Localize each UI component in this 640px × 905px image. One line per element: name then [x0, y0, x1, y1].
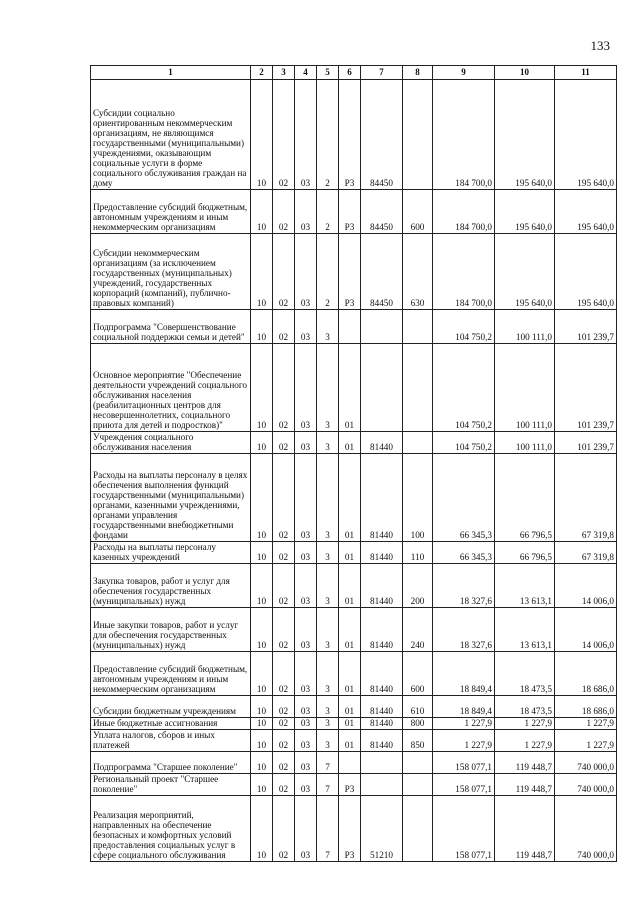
row-name: Уплата налогов, сборов и иных платежей	[91, 730, 251, 752]
value-year-1: 184 700,0	[433, 234, 495, 310]
code-section: 10	[251, 730, 273, 752]
value-year-2: 100 111,0	[495, 344, 555, 432]
code-program: 03	[295, 454, 317, 542]
code-expense-type: 800	[403, 718, 433, 730]
code-expense-type	[403, 432, 433, 454]
code-subsection: 02	[273, 752, 295, 774]
code-event: 01	[339, 718, 361, 730]
code-subprogram: 3	[317, 542, 339, 564]
code-event: Р3	[339, 190, 361, 234]
code-program: 03	[295, 652, 317, 696]
table-row	[91, 432, 617, 454]
code-direction: 81440	[361, 696, 403, 718]
code-subprogram: 7	[317, 796, 339, 862]
code-direction: 81440	[361, 564, 403, 608]
code-event: 01	[339, 730, 361, 752]
code-direction: 81440	[361, 730, 403, 752]
value-year-2: 119 448,7	[495, 752, 555, 774]
code-direction: 81440	[361, 542, 403, 564]
value-year-1: 1 227,9	[433, 718, 495, 730]
header-col-11: 11	[555, 66, 617, 80]
value-year-2: 119 448,7	[495, 774, 555, 796]
code-expense-type	[403, 310, 433, 344]
row-name: Предоставление субсидий бюджетным, автономным учреждениям и иным некоммерческим организациям	[91, 652, 251, 696]
code-section: 10	[251, 80, 273, 190]
code-expense-type: 200	[403, 564, 433, 608]
table-row	[91, 234, 617, 310]
code-subsection: 02	[273, 652, 295, 696]
code-program: 03	[295, 234, 317, 310]
budget-table	[90, 65, 617, 862]
value-year-3: 18 686,0	[555, 696, 617, 718]
code-event: 01	[339, 542, 361, 564]
code-subsection: 02	[273, 344, 295, 432]
row-name: Иные бюджетные ассигнования	[91, 718, 251, 730]
code-expense-type	[403, 80, 433, 190]
code-program: 03	[295, 796, 317, 862]
code-subprogram: 3	[317, 730, 339, 752]
value-year-3: 195 640,0	[555, 80, 617, 190]
value-year-3: 1 227,9	[555, 730, 617, 752]
code-section: 10	[251, 542, 273, 564]
value-year-1: 158 077,1	[433, 752, 495, 774]
code-expense-type	[403, 774, 433, 796]
code-subprogram: 2	[317, 190, 339, 234]
value-year-3: 740 000,0	[555, 752, 617, 774]
code-expense-type	[403, 344, 433, 432]
table-row	[91, 542, 617, 564]
header-col-9: 9	[433, 66, 495, 80]
value-year-3: 14 006,0	[555, 564, 617, 608]
code-expense-type: 610	[403, 696, 433, 718]
value-year-1: 158 077,1	[433, 774, 495, 796]
code-section: 10	[251, 310, 273, 344]
code-expense-type: 850	[403, 730, 433, 752]
code-subprogram: 7	[317, 774, 339, 796]
header-row	[91, 66, 617, 80]
code-subsection: 02	[273, 774, 295, 796]
header-col-3: 3	[273, 66, 295, 80]
code-section: 10	[251, 432, 273, 454]
code-section: 10	[251, 752, 273, 774]
value-year-2: 18 473,5	[495, 652, 555, 696]
value-year-1: 158 077,1	[433, 796, 495, 862]
value-year-3: 67 319,8	[555, 454, 617, 542]
code-direction: 81440	[361, 718, 403, 730]
code-expense-type: 240	[403, 608, 433, 652]
value-year-3: 740 000,0	[555, 774, 617, 796]
code-subsection: 02	[273, 718, 295, 730]
code-event: Р3	[339, 796, 361, 862]
value-year-1: 18 849,4	[433, 652, 495, 696]
code-program: 03	[295, 774, 317, 796]
row-name: Расходы на выплаты персоналу в целях обеспечения выполнения функций государственными (муниципальными) органами, казенными учреждениями, органами управления государственными внебюджетными фондами	[91, 454, 251, 542]
row-name: Подпрограмма "Старшее поколение"	[91, 752, 251, 774]
code-subprogram: 3	[317, 432, 339, 454]
code-subprogram: 3	[317, 310, 339, 344]
code-subsection: 02	[273, 80, 295, 190]
table-row	[91, 652, 617, 696]
row-name: Реализация мероприятий, направленных на обеспечение безопасных и комфортных условий предоставления социальных услуг в сфере социального обслуживания	[91, 796, 251, 862]
row-name: Расходы на выплаты персоналу казенных учреждений	[91, 542, 251, 564]
header-col-1: 1	[91, 66, 251, 80]
code-event: Р3	[339, 80, 361, 190]
code-direction: 84450	[361, 190, 403, 234]
value-year-3: 101 239,7	[555, 310, 617, 344]
value-year-1: 66 345,3	[433, 542, 495, 564]
code-expense-type: 600	[403, 652, 433, 696]
value-year-2: 100 111,0	[495, 432, 555, 454]
value-year-3: 14 006,0	[555, 608, 617, 652]
value-year-1: 104 750,2	[433, 310, 495, 344]
code-program: 03	[295, 730, 317, 752]
code-subprogram: 3	[317, 696, 339, 718]
code-program: 03	[295, 564, 317, 608]
row-name: Иные закупки товаров, работ и услуг для обеспечения государственных (муниципальных) нужд	[91, 608, 251, 652]
code-subprogram: 3	[317, 344, 339, 432]
table-row	[91, 796, 617, 862]
code-section: 10	[251, 454, 273, 542]
code-event: 01	[339, 454, 361, 542]
value-year-2: 195 640,0	[495, 234, 555, 310]
code-subsection: 02	[273, 432, 295, 454]
code-event: 01	[339, 696, 361, 718]
table-body	[91, 80, 617, 862]
table-row	[91, 774, 617, 796]
row-name: Основное мероприятие "Обеспечение деятельности учреждений социального обслуживания населения (реабилитационных центров для несовершеннолетних, социального приюта для детей и подростков)"	[91, 344, 251, 432]
code-event: Р3	[339, 774, 361, 796]
code-direction: 84450	[361, 80, 403, 190]
code-event: 01	[339, 432, 361, 454]
code-event	[339, 752, 361, 774]
row-name: Субсидии некоммерческим организациям (за исключением государственных (муниципальных) учреждений, государственных корпораций (компаний), публично-правовых компаний)	[91, 234, 251, 310]
table-row	[91, 730, 617, 752]
code-program: 03	[295, 696, 317, 718]
value-year-2: 66 796,5	[495, 542, 555, 564]
code-program: 03	[295, 608, 317, 652]
table-row	[91, 718, 617, 730]
code-event	[339, 310, 361, 344]
row-name: Субсидии социально ориентированным некоммерческим организациям, не являющимся государственными (муниципальными) учреждениями, оказывающим социальные услуги в форме социального обслуживания граждан на дому	[91, 80, 251, 190]
code-expense-type: 600	[403, 190, 433, 234]
code-event: Р3	[339, 234, 361, 310]
code-direction	[361, 310, 403, 344]
code-subsection: 02	[273, 564, 295, 608]
code-subsection: 02	[273, 608, 295, 652]
code-section: 10	[251, 718, 273, 730]
code-subprogram: 3	[317, 564, 339, 608]
code-program: 03	[295, 190, 317, 234]
value-year-3: 1 227,9	[555, 718, 617, 730]
code-program: 03	[295, 80, 317, 190]
row-name: Региональный проект "Старшее поколение"	[91, 774, 251, 796]
value-year-1: 66 345,3	[433, 454, 495, 542]
table-row	[91, 310, 617, 344]
value-year-1: 18 327,6	[433, 564, 495, 608]
code-expense-type: 630	[403, 234, 433, 310]
code-direction: 81440	[361, 432, 403, 454]
code-section: 10	[251, 608, 273, 652]
row-name: Закупка товаров, работ и услуг для обеспечения государственных (муниципальных) нужд	[91, 564, 251, 608]
code-direction: 81440	[361, 608, 403, 652]
value-year-2: 13 613,1	[495, 564, 555, 608]
code-subsection: 02	[273, 310, 295, 344]
code-direction: 51210	[361, 796, 403, 862]
code-event: 01	[339, 564, 361, 608]
header-col-6: 6	[339, 66, 361, 80]
code-subsection: 02	[273, 190, 295, 234]
code-subprogram: 3	[317, 652, 339, 696]
header-col-7: 7	[361, 66, 403, 80]
code-section: 10	[251, 344, 273, 432]
code-program: 03	[295, 310, 317, 344]
row-name: Предоставление субсидий бюджетным, автономным учреждениям и иным некоммерческим организациям	[91, 190, 251, 234]
code-expense-type: 100	[403, 454, 433, 542]
table-row	[91, 190, 617, 234]
table-row	[91, 608, 617, 652]
page-number: 133	[590, 38, 610, 53]
code-subsection: 02	[273, 454, 295, 542]
table-row	[91, 344, 617, 432]
value-year-2: 1 227,9	[495, 718, 555, 730]
row-name: Учреждения социального обслуживания населения	[91, 432, 251, 454]
table-row	[91, 696, 617, 718]
value-year-3: 195 640,0	[555, 190, 617, 234]
value-year-2: 18 473,5	[495, 696, 555, 718]
code-expense-type	[403, 752, 433, 774]
code-program: 03	[295, 542, 317, 564]
value-year-3: 101 239,7	[555, 432, 617, 454]
value-year-3: 195 640,0	[555, 234, 617, 310]
code-expense-type	[403, 796, 433, 862]
value-year-1: 18 327,6	[433, 608, 495, 652]
header-col-8: 8	[403, 66, 433, 80]
value-year-3: 18 686,0	[555, 652, 617, 696]
value-year-1: 104 750,2	[433, 432, 495, 454]
code-direction	[361, 752, 403, 774]
value-year-3: 67 319,8	[555, 542, 617, 564]
header-col-2: 2	[251, 66, 273, 80]
code-subprogram: 7	[317, 752, 339, 774]
code-subprogram: 3	[317, 718, 339, 730]
code-subsection: 02	[273, 696, 295, 718]
code-subsection: 02	[273, 796, 295, 862]
code-subsection: 02	[273, 730, 295, 752]
code-subprogram: 2	[317, 234, 339, 310]
code-direction: 81440	[361, 454, 403, 542]
value-year-2: 13 613,1	[495, 608, 555, 652]
value-year-2: 66 796,5	[495, 454, 555, 542]
code-subprogram: 2	[317, 80, 339, 190]
value-year-3: 101 239,7	[555, 344, 617, 432]
code-subprogram: 3	[317, 608, 339, 652]
value-year-1: 184 700,0	[433, 190, 495, 234]
code-direction: 81440	[361, 652, 403, 696]
value-year-2: 100 111,0	[495, 310, 555, 344]
row-name: Подпрограмма "Совершенствование социальной поддержки семьи и детей"	[91, 310, 251, 344]
header-col-4: 4	[295, 66, 317, 80]
value-year-2: 1 227,9	[495, 730, 555, 752]
code-section: 10	[251, 796, 273, 862]
code-section: 10	[251, 234, 273, 310]
code-section: 10	[251, 652, 273, 696]
table-row	[91, 454, 617, 542]
value-year-1: 18 849,4	[433, 696, 495, 718]
code-expense-type: 110	[403, 542, 433, 564]
value-year-1: 104 750,2	[433, 344, 495, 432]
table-row	[91, 564, 617, 608]
code-direction	[361, 774, 403, 796]
value-year-2: 195 640,0	[495, 190, 555, 234]
code-program: 03	[295, 344, 317, 432]
table-row	[91, 80, 617, 190]
code-subsection: 02	[273, 234, 295, 310]
code-program: 03	[295, 752, 317, 774]
code-event: 01	[339, 608, 361, 652]
table-row	[91, 752, 617, 774]
value-year-1: 1 227,9	[433, 730, 495, 752]
code-direction: 84450	[361, 234, 403, 310]
code-event: 01	[339, 652, 361, 696]
code-section: 10	[251, 564, 273, 608]
value-year-2: 195 640,0	[495, 80, 555, 190]
code-section: 10	[251, 774, 273, 796]
code-section: 10	[251, 696, 273, 718]
code-section: 10	[251, 190, 273, 234]
value-year-2: 119 448,7	[495, 796, 555, 862]
code-direction	[361, 344, 403, 432]
header-col-5: 5	[317, 66, 339, 80]
code-event: 01	[339, 344, 361, 432]
value-year-1: 184 700,0	[433, 80, 495, 190]
header-col-10: 10	[495, 66, 555, 80]
row-name: Субсидии бюджетным учреждениям	[91, 696, 251, 718]
code-subprogram: 3	[317, 454, 339, 542]
value-year-3: 740 000,0	[555, 796, 617, 862]
code-program: 03	[295, 718, 317, 730]
code-program: 03	[295, 432, 317, 454]
code-subsection: 02	[273, 542, 295, 564]
